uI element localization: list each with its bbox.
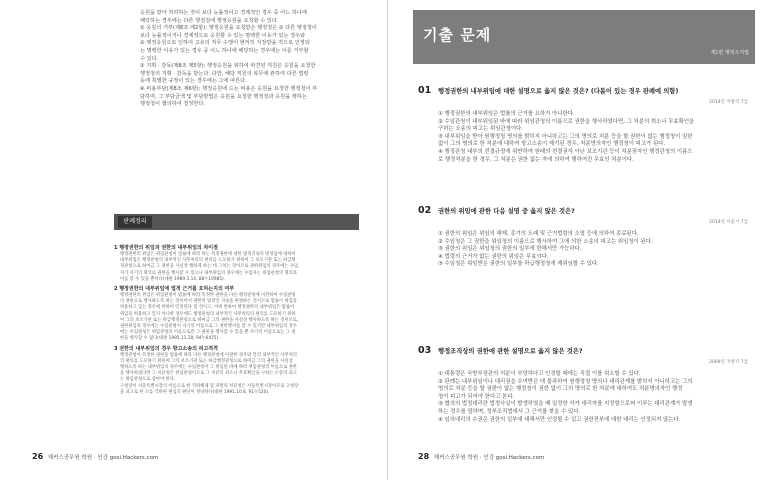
- question-source: 2014년 서울시 7급: [709, 220, 748, 225]
- left-page-number: 26: [32, 452, 44, 461]
- question-01: [418, 85, 748, 164]
- answer-option-line: 하는 경우를 말하며, 정부조직법에서 그 근거를 찾을 수 있다.: [438, 408, 581, 415]
- answer-option-line: 구하는 소송의 피고는 위임관청이다.: [438, 126, 523, 133]
- body-line: 보다 능률적이거나 경제적으로 응원할 수 있는 명백한 이유가 있는 경우와: [140, 32, 306, 39]
- answer-option-line: ⑤ 수임청은 위임받은 권한의 일부를 하급행정청에 재위임할 수 있다.: [438, 261, 599, 268]
- answer-option-line: ④ 법령의 근거가 없는 권한의 위임은 무효이다.: [438, 253, 549, 260]
- banner-title: 기출 문제: [423, 26, 492, 44]
- case-heading: 1 행정권한의 위임과 권한의 내부위임의 차이점: [114, 245, 218, 251]
- question-header: [418, 345, 748, 357]
- case-text-line: 을 피고로 한 소를 각하한 원심의 판단이 정당하다(대판 1991.10.8, 91누520).: [120, 389, 270, 395]
- question-stem: 행정조직상의 권한에 관한 설명으로 옳지 않은 것은?: [438, 348, 583, 355]
- case-summary-label: 판례정리: [118, 216, 152, 228]
- body-line: ② 행정응원으로 인하여 고유의 직무 수행이 현저히 지장받을 것으로 인정되: [140, 40, 310, 47]
- answer-option-line: 명의로 처분 등을 할 권한이 없는 행정청이 권한 없이 그의 명의로 한 처분에 대하여도 처분명의자인 행정: [438, 386, 683, 393]
- answer-option-line: 없이 그의 명의로 한 처분에 대하여 항고소송이 제기된 경우, 처분명의자인 행정청이 피고가 된다.: [438, 141, 666, 148]
- right-page: [388, 0, 775, 480]
- left-page: [0, 0, 387, 480]
- case-text-line: 행정권한의 위임은 위임관청이 법률에 따라 하는 특정권한에 대한 법정귀속의 변경임에 대하여: [120, 252, 296, 257]
- case-text-line: 행하도록 하는 내부위임의 경우에는 수임관청이 그 위임된 바에 따라 위임관청의 이름으로 권한: [120, 365, 297, 371]
- case-text-line: 의 편의를 도모하기 위하여 그의 보조기관 또는 하급행정관청으로 하여금 그의 권한을 사실상: [120, 358, 293, 364]
- answer-option-line: ② 수임관청이 내부위임된 바에 따라 위임관청의 이름으로 권한을 행사하였다면, 그 처분의 취소나 무효확인을: [438, 118, 695, 125]
- question-source: 2014년 지방직 7급: [709, 100, 748, 105]
- banner-subtitle: 제1편 행정조직법: [710, 50, 749, 56]
- case-heading: 3 권한의 내부위임의 경우 항고소송의 피고적격: [114, 345, 218, 352]
- case-text-line: 을 행사하였다면 그 처분청은 위임관청이므로 그 처분의 취소나 무효확인을 구하는 소송의 피고: [120, 371, 297, 377]
- case-text-line: 정관청으로 하여금 그 권한을 사실상 행하게 하는 데 그치는 것이므로 권한위임의 경우에는 수임: [120, 264, 299, 270]
- case-text-line: 행정권한의 위임은 위임관청이 법률에 따라 특정한 권한을 다른 행정관청에 이전하여 수임관청: [120, 293, 296, 299]
- body-line: ④ 비용부담(제8조 제6항): 행정응원에 드는 비용은 응원을 요청한 행정청이 부: [140, 85, 318, 92]
- case-text-line: 여 그의 보조기관 또는 하급행정관청으로 하여금 그의 권한을 사실상 행사하도록 하는 것이므로,: [120, 317, 299, 323]
- body-line: 는 명백한 이유가 있는 경우 중 어느 하나에 해당하는 경우에는 이를 거부할: [140, 47, 309, 54]
- question-03: [418, 345, 748, 424]
- case-text-line: 의 권한으로 행사하도록 하는 것이어서 권한의 법적인 귀속을 변경하는 것이므로 법률이 위임을: [120, 299, 297, 305]
- answer-option-line: ③ 내부위임을 받아 원행정청 명의를 밝히지 아니하고는 그의 명의로 처분 등을 할 권한이 없는 행정청이 권한: [438, 133, 693, 140]
- left-footer-text: 해커스공무원 학원 · 인강 gosi.Hackers.com: [47, 455, 159, 461]
- left-footer: [32, 452, 158, 461]
- answer-option-line: ④ 임의대리의 수권은 권한의 일부에 대해서만 인정될 수 있고 권한전부에 대한 대리는 인정되지 않는다.: [438, 416, 681, 423]
- answer-option-line: ① 권한의 위임은 위임의 해제, 종기의 도래 및 근거법령의 소멸 등에 의하여 종료된다.: [438, 231, 639, 237]
- answer-option-line: ③ 협의의 법정대리란 법정사실이 발생하였을 때 일정한 자가 대리자를 지정함으로써 이루는 대리관계가 발생: [438, 401, 693, 408]
- answer-option-line: 로 행정처분을 한 경우, 그 처분은 권한 없는 자에 의하여 행하여진 무효인 처분이다.: [438, 156, 634, 163]
- question-header: [418, 85, 748, 97]
- case-text-line: 구청장이 서울특별시장의 이름으로 한 직위해제 및 파면의 처분청은 서울특별시장이므로 구청장: [120, 383, 299, 389]
- case-text-line: 이를 할 수 있을 뿐이다(대판 1989.3.14, 88누10985).: [120, 276, 226, 282]
- case-summary-body: [114, 245, 359, 399]
- question-number: 03: [418, 345, 432, 356]
- body-line: 응원을 받아 처리하는 것이 보다 능률적이고 경제적인 경우 중 어느 하나에: [140, 10, 307, 16]
- case-text-line: 위임을 허용하고 있지 아니한 경우에도 행정관청의 내부적인 사무처리의 편의를 도모하기 위하: [120, 311, 296, 317]
- case-text-line: 는 위임관청으로 삼아야 한다.: [120, 377, 176, 383]
- chapter-banner: [413, 10, 755, 64]
- right-page-number: 28: [418, 452, 430, 461]
- question-number: 02: [418, 205, 432, 216]
- question-header: [418, 205, 748, 217]
- question-02: [418, 205, 748, 269]
- case-text-line: 에는 수임관청은 위임관청의 이름으로만 그 권한을 행사할 수 있을 뿐 자기의 이름으로는 그 권: [120, 330, 296, 336]
- answer-option-line: 청이 피고가 되어야 한다고 본다.: [438, 393, 515, 400]
- answer-option-line: ① 행정권한의 내부위임은 법률의 근거를 요하지 아니한다.: [438, 111, 575, 117]
- answer-option-line: ① 대통령은 국방부장관의 처분이 부당하다고 인정할 때에는 직접 이를 취소할 수 있다.: [438, 371, 641, 377]
- question-number: 01: [418, 85, 432, 96]
- question-source: 2009년 지방직 7급: [709, 360, 748, 365]
- case-text-line: 행정관청이 특정한 권한을 법률에 따라 다른 행정관청에 이관한 경우와 달리 내부적인 사무처리: [120, 352, 297, 358]
- body-line: 담하며, 그 부담금액 및 부담방법은 응원을 요청한 행정청과 응원을 행하는: [140, 93, 307, 100]
- body-line: ③ 지휘 · 감독(제8조 제5항): 행정응원을 위하여 파견된 직원은 응원을 요청한: [140, 63, 316, 70]
- question-stem: 권한의 위임에 관한 다음 설명 중 옳지 않은 것은?: [438, 208, 575, 215]
- body-line: ② 응원의 거부(제8조 제2항): 행정응원을 요청받은 행정청은 ① 다른 행정청이: [140, 25, 317, 32]
- left-body-text: [140, 10, 355, 109]
- body-line: 행정청이 협의하여 결정한다.: [140, 101, 206, 108]
- answer-option-line: ② 판례는 내부위임이나 대리권을 수여받은 데 불과하여 원행정청 명의나 대리관계를 밝히지 아니하고는 그의: [438, 378, 693, 385]
- case-text-line: 허용하고 있는 경우에 한하여 인정된다 할 것이고, 이에 반하여 행정권한의 내부위임은 법률이: [120, 305, 295, 311]
- body-line: 행정청의 지휘 · 감독을 받는다. 다만, 해당 직원의 복무에 관하여 다른 법령: [140, 70, 309, 77]
- answer-option-line: ② 수임청은 그 권한을 위임청의 이름으로 행사하여 그에 의한 소송의 피고는 위임청이 된다.: [438, 238, 653, 245]
- answer-option-line: ③ 권한의 위임은 위임청의 권한의 일부에 한해서만 가능하다.: [438, 246, 582, 253]
- body-line: 수 있다.: [140, 55, 159, 62]
- case-text-line: 한을 행사할 수 없다(대판 1995.11.28, 94누6475).: [120, 336, 220, 342]
- question-stem: 행정권한의 내부위임에 대한 설명으로 옳지 않은 것은? (다툼이 있는 경우 판례에 의함): [438, 88, 679, 95]
- answer-option-line: ④ 행정관청 내부의 전결규정에 위반하여 원래의 전결권자 아닌 보조기관 등이 처분권자인 행정관청의 이름으: [438, 148, 693, 155]
- case-summary-header: [114, 214, 359, 230]
- body-line: 해당하는 경우에는 다른 행정청에 행정응원을 요청할 수 있다.: [140, 17, 279, 24]
- right-footer: [418, 452, 544, 461]
- case-text-line: 자가 자기의 명의로 권한을 행사할 수 있으나 내부위임의 경우에는 수임자는 위임관청의 명의로: [120, 270, 297, 276]
- case-heading: 2 행정권한의 내부위임에 법적 근거를 요하는지의 여부: [114, 286, 235, 293]
- case-text-line: 권한위임의 경우에는 수임관청이 자기의 이름으로 그 권한행사를 할 수 있지만 내부위임의 경우: [120, 324, 297, 330]
- case-text-line: 내부위임은 행정관청의 내부적인 사무처리의 편의를 도모하기 위하여 그 보조기관 또는 하급행: [120, 258, 296, 264]
- body-line: 등에 특별한 규정이 있는 경우에는 그에 따른다.: [140, 78, 247, 85]
- right-footer-text: 해커스공무원 학원 · 인강 gosi.Hackers.com: [433, 455, 545, 461]
